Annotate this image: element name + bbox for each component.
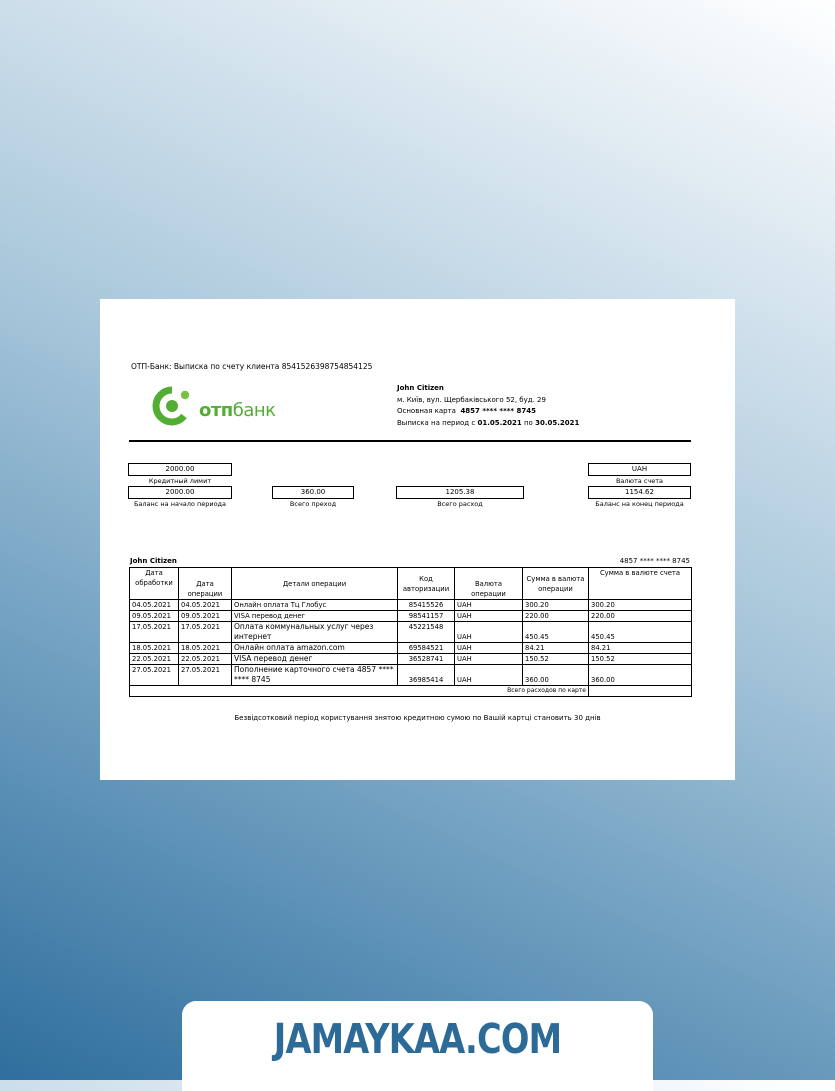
cell-auth-code: 45221548 <box>398 622 455 643</box>
cell-amount-op: 150.52 <box>523 654 589 665</box>
cell-operation-date: 09.05.2021 <box>179 611 232 622</box>
logo-wordmark-otp: отп <box>199 400 233 421</box>
period-to: 30.05.2021 <box>535 418 580 427</box>
card-label: Основная карта <box>397 407 456 415</box>
table-row <box>130 622 692 643</box>
closing-balance-value: 1154.62 <box>588 486 691 499</box>
cell-amount-acc: 150.52 <box>589 654 692 665</box>
client-period-line <box>397 418 579 430</box>
cell-auth-code: 36528741 <box>398 654 455 665</box>
period-from: 01.05.2021 <box>477 418 522 427</box>
total-out-value: 1205.38 <box>396 486 524 499</box>
table-header-row <box>130 568 692 600</box>
cell-details: Пополнение карточного счета 4857 **** **** 8745 <box>232 665 398 686</box>
cell-details: Онлайн оплата amazon.com <box>232 643 398 654</box>
total-in-label: Всего преход <box>289 500 337 508</box>
logo-wordmark-bank: банк <box>232 400 276 421</box>
cell-operation-date: 04.05.2021 <box>179 600 232 611</box>
otp-bank-logo <box>148 386 288 426</box>
interest-free-note: Безвідсотковий період користування знятою кредитною сумою по Вашій картці становить 30 днів <box>234 714 601 722</box>
cell-processing-date: 18.05.2021 <box>130 643 179 654</box>
watermark-banner <box>182 1001 653 1091</box>
currency-label: Валюта счета <box>615 477 664 485</box>
credit-limit-label: Кредитный лимит <box>148 477 212 485</box>
statement-client-name: John Citizen <box>130 557 177 565</box>
cell-currency: UAH <box>455 622 523 643</box>
client-address: м. Київ, вул. Щербаківського 52, буд. 29 <box>397 395 546 404</box>
col-auth-code: Код авторизации <box>398 568 455 600</box>
table-row <box>130 611 692 622</box>
total-out-label: Всего расход <box>437 500 483 508</box>
credit-limit-value: 2000.00 <box>128 463 232 476</box>
cell-auth-code: 36985414 <box>398 665 455 686</box>
col-amount-acc-currency: Сумма в валюте счета <box>589 568 692 600</box>
col-op-currency: Валюта операции <box>455 568 523 600</box>
statement-card-number: 4857 **** **** 8745 <box>619 557 690 565</box>
total-in-value: 360.00 <box>272 486 354 499</box>
table-total-row <box>130 686 692 697</box>
cell-operation-date: 18.05.2021 <box>179 643 232 654</box>
table-row <box>130 665 692 686</box>
currency-value: UAH <box>588 463 691 476</box>
closing-balance-label: Баланс на конец периода <box>595 500 684 508</box>
cell-auth-code: 85415526 <box>398 600 455 611</box>
cell-auth-code: 69584521 <box>398 643 455 654</box>
cell-amount-op: 84.21 <box>523 643 589 654</box>
client-info <box>397 383 579 429</box>
cell-amount-op: 300.20 <box>523 600 589 611</box>
cell-amount-acc: 220.00 <box>589 611 692 622</box>
operations-table <box>129 567 692 697</box>
cell-currency: UAH <box>455 665 523 686</box>
statement-title: ОТП-Банк: Выписка по счету клиента 8541526398754854125 <box>131 362 373 371</box>
cell-amount-op: 450.45 <box>523 622 589 643</box>
cell-currency: UAH <box>455 600 523 611</box>
logo-wordmark <box>199 400 276 421</box>
total-expenses-label: Всего расходов по карте <box>130 686 589 697</box>
col-operation-date: Дата операции <box>179 568 232 600</box>
client-name: John Citizen <box>397 384 444 392</box>
opening-balance-value: 2000.00 <box>128 486 232 499</box>
table-row <box>130 600 692 611</box>
cell-details: VISA перевод денег <box>232 611 398 622</box>
cell-amount-acc: 450.45 <box>589 622 692 643</box>
cell-details: Онлайн оплата Тц Глобус <box>232 600 398 611</box>
cell-details: Оплата коммунальных услуг через интернет <box>232 622 398 643</box>
period-label: Выписка на период с <box>397 418 476 427</box>
header-divider <box>129 440 691 442</box>
cell-operation-date: 27.05.2021 <box>179 665 232 686</box>
total-expenses-value <box>589 686 692 697</box>
cell-amount-op: 220.00 <box>523 611 589 622</box>
cell-amount-acc: 84.21 <box>589 643 692 654</box>
bank-statement-document <box>100 299 735 780</box>
cell-operation-date: 22.05.2021 <box>179 654 232 665</box>
cell-currency: UAH <box>455 643 523 654</box>
col-details: Детали операции <box>232 568 398 600</box>
opening-balance-label: Баланс на начало периода <box>133 500 227 508</box>
cell-processing-date: 22.05.2021 <box>130 654 179 665</box>
card-number: 4857 **** **** 8745 <box>460 407 536 415</box>
cell-amount-op: 360.00 <box>523 665 589 686</box>
col-amount-op-currency: Сумма в валюта операции <box>523 568 589 600</box>
period-to-label: по <box>523 418 533 427</box>
otp-logo-icon <box>148 386 196 426</box>
cell-currency: UAH <box>455 611 523 622</box>
cell-auth-code: 98541157 <box>398 611 455 622</box>
cell-processing-date: 04.05.2021 <box>130 600 179 611</box>
cell-details: VISA перевод денег <box>232 654 398 665</box>
cell-processing-date: 17.05.2021 <box>130 622 179 643</box>
cell-amount-acc: 360.00 <box>589 665 692 686</box>
col-processing-date: Дата обработки <box>130 568 179 600</box>
table-row <box>130 654 692 665</box>
table-row <box>130 643 692 654</box>
client-card-line <box>397 406 579 418</box>
cell-processing-date: 09.05.2021 <box>130 611 179 622</box>
cell-processing-date: 27.05.2021 <box>130 665 179 686</box>
cell-currency: UAH <box>455 654 523 665</box>
cell-operation-date: 17.05.2021 <box>179 622 232 643</box>
cell-amount-acc: 300.20 <box>589 600 692 611</box>
banner-text[interactable]: JAMAYKAA.COM <box>273 1015 562 1063</box>
